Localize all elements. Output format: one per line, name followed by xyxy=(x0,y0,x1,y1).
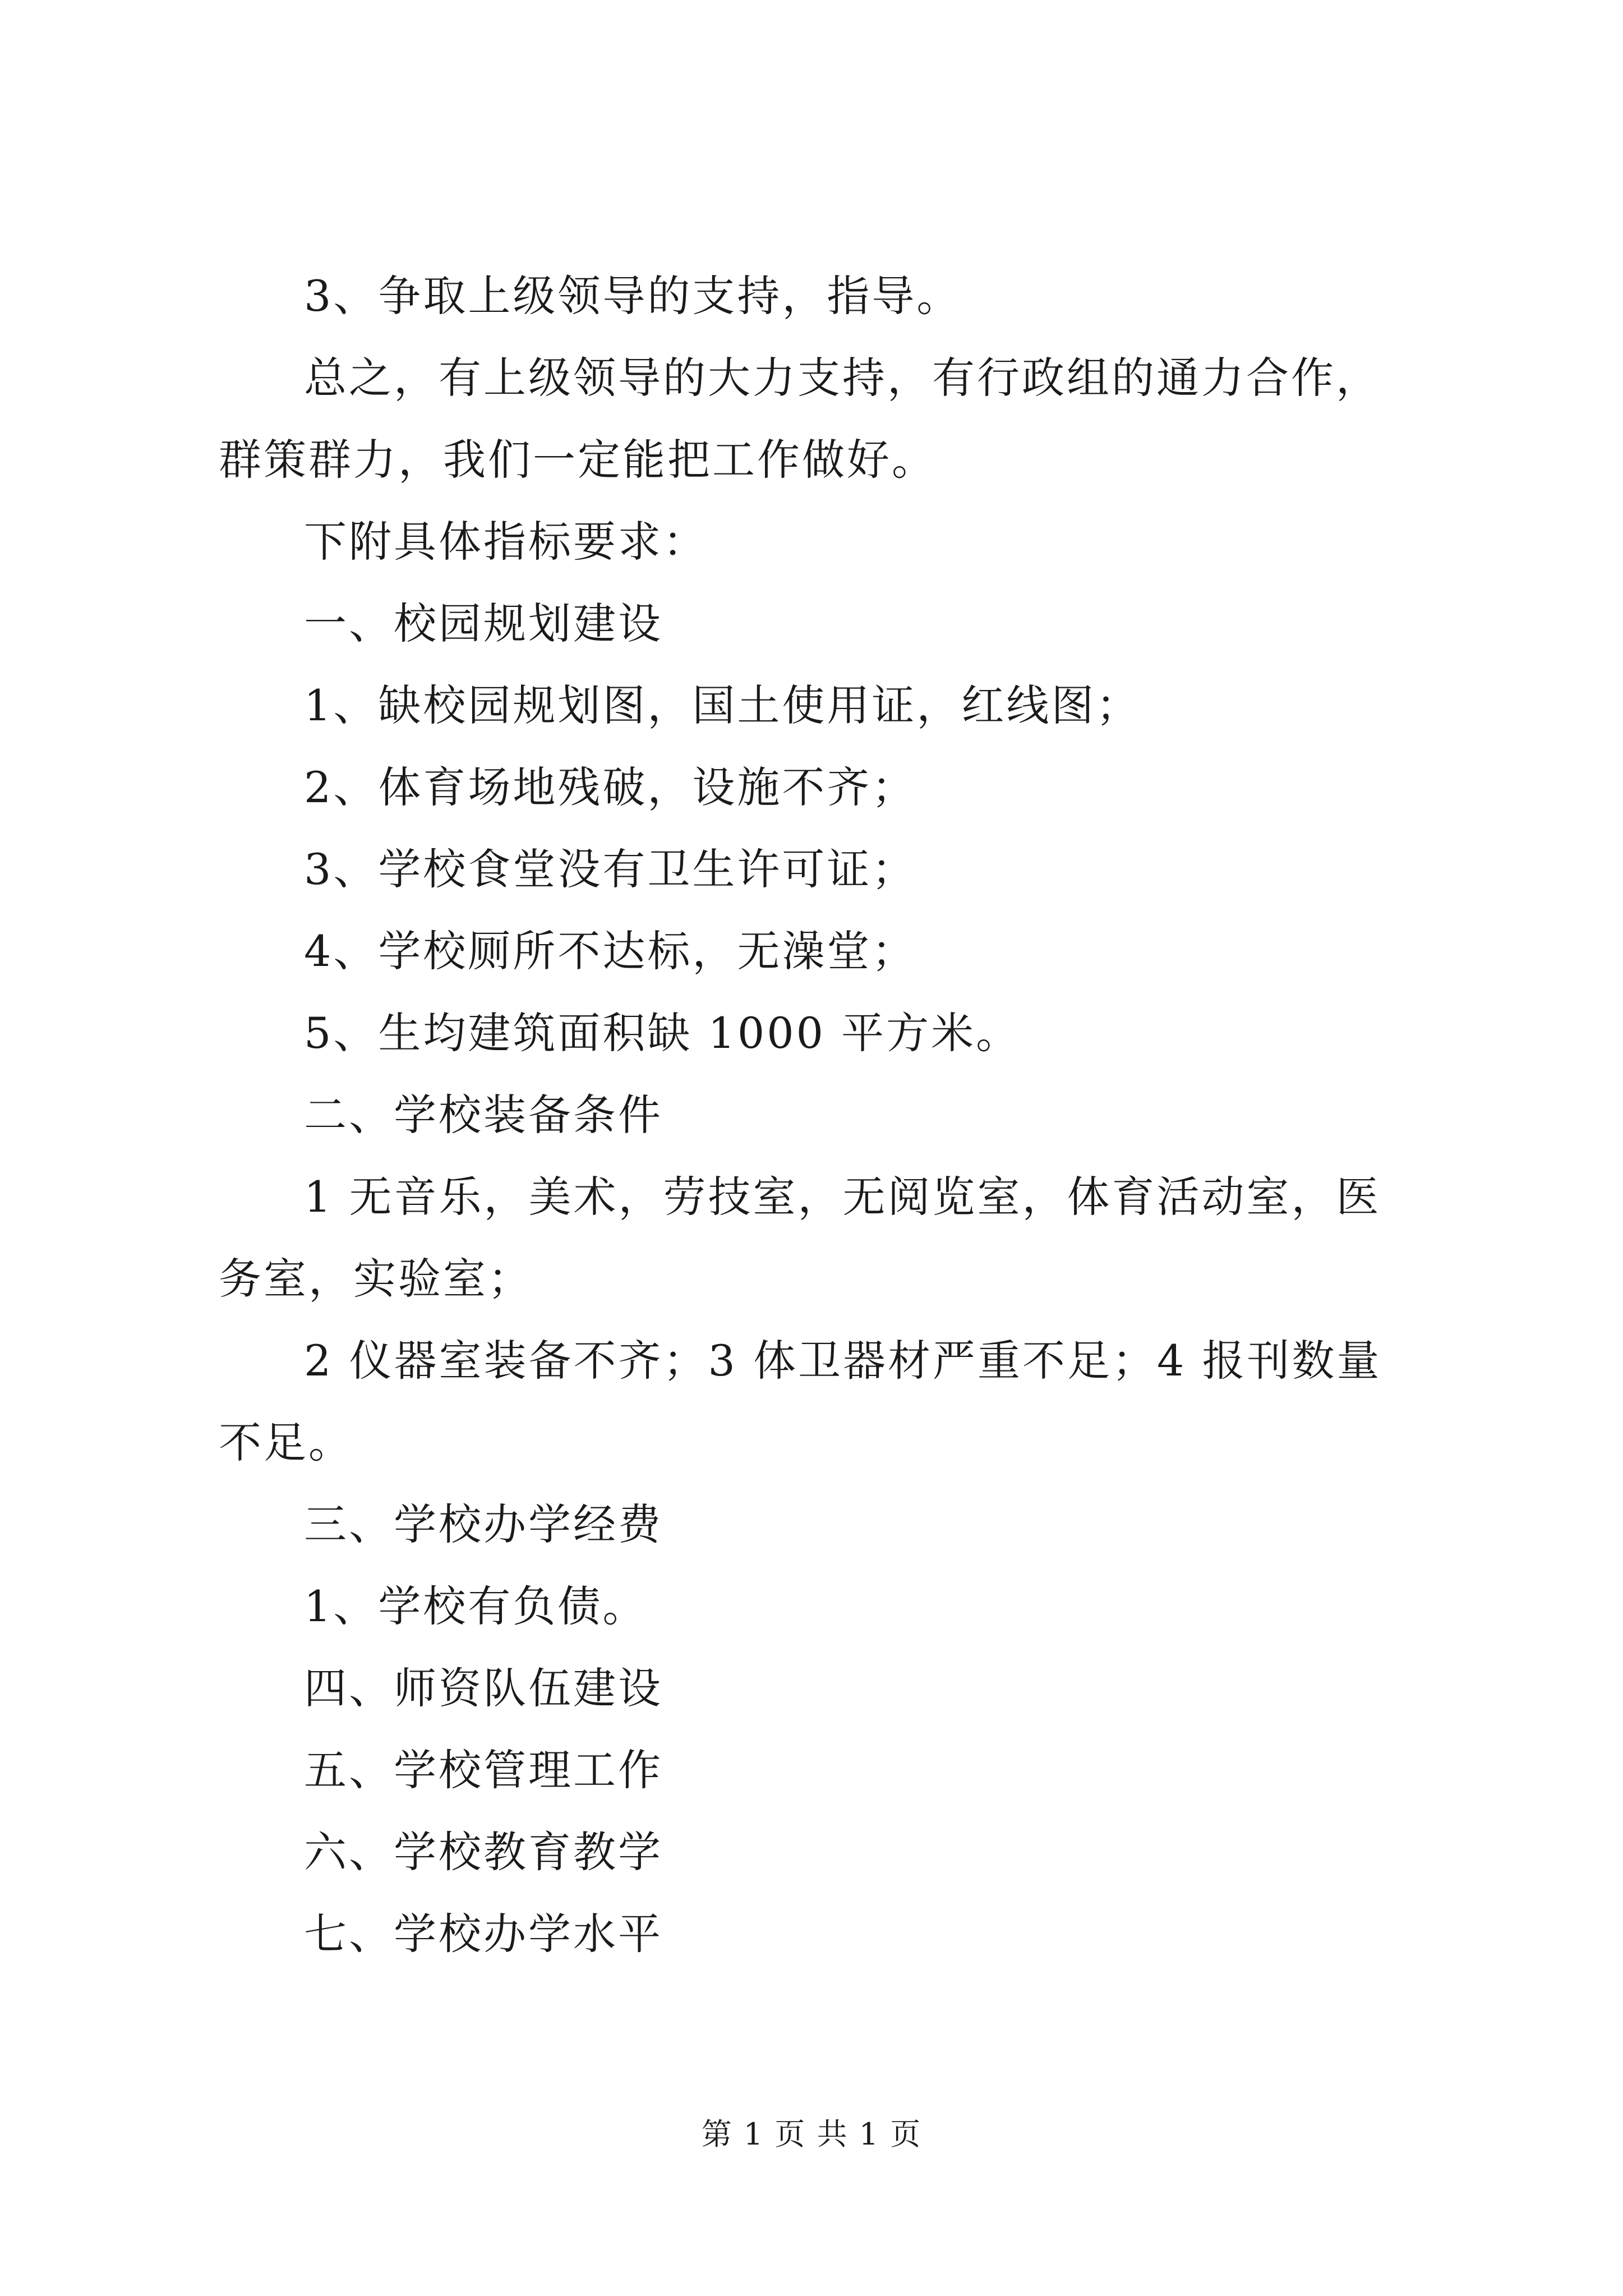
section-heading: 六、学校教育教学 xyxy=(304,1827,663,1877)
section-heading: 三、学校办学经费 xyxy=(304,1499,663,1549)
section-heading: 二、学校装备条件 xyxy=(304,1090,663,1140)
list-item: 2、体育场地残破，设施不齐； xyxy=(304,762,917,812)
document-body xyxy=(219,255,1419,1975)
paragraph: 总之，有上级领导的大力支持，有行政组的通力合作，群策群力，我们一定能把工作做好。 xyxy=(219,353,1381,485)
section-heading: 一、校园规划建设 xyxy=(304,599,663,648)
list-item: 1、学校有负债。 xyxy=(304,1581,648,1631)
list-item: 3、学校食堂没有卫生许可证； xyxy=(304,844,917,894)
paragraph: 3、争取上级领导的支持，指导。 xyxy=(304,271,962,321)
page-number-footer: 第 1 页 共 1 页 xyxy=(701,2116,922,2152)
list-item: 5、生均建筑面积缺 1000 平方米。 xyxy=(304,1008,1021,1058)
list-item: 1、缺校园规划图，国土使用证，红线图； xyxy=(304,680,1141,730)
list-item: 1 无音乐，美术，劳技室，无阅览室，体育活动室，医务室，实验室； xyxy=(219,1172,1381,1304)
list-item: 4、学校厕所不达标，无澡堂； xyxy=(304,926,917,976)
paragraph: 下附具体指标要求： xyxy=(304,517,708,567)
list-item: 2 仪器室装备不齐；3 体卫器材严重不足；4 报刊数量不足。 xyxy=(219,1336,1382,1467)
section-heading: 四、师资队伍建设 xyxy=(304,1663,663,1713)
section-heading: 七、学校办学水平 xyxy=(304,1909,663,1959)
section-heading: 五、学校管理工作 xyxy=(304,1745,663,1795)
